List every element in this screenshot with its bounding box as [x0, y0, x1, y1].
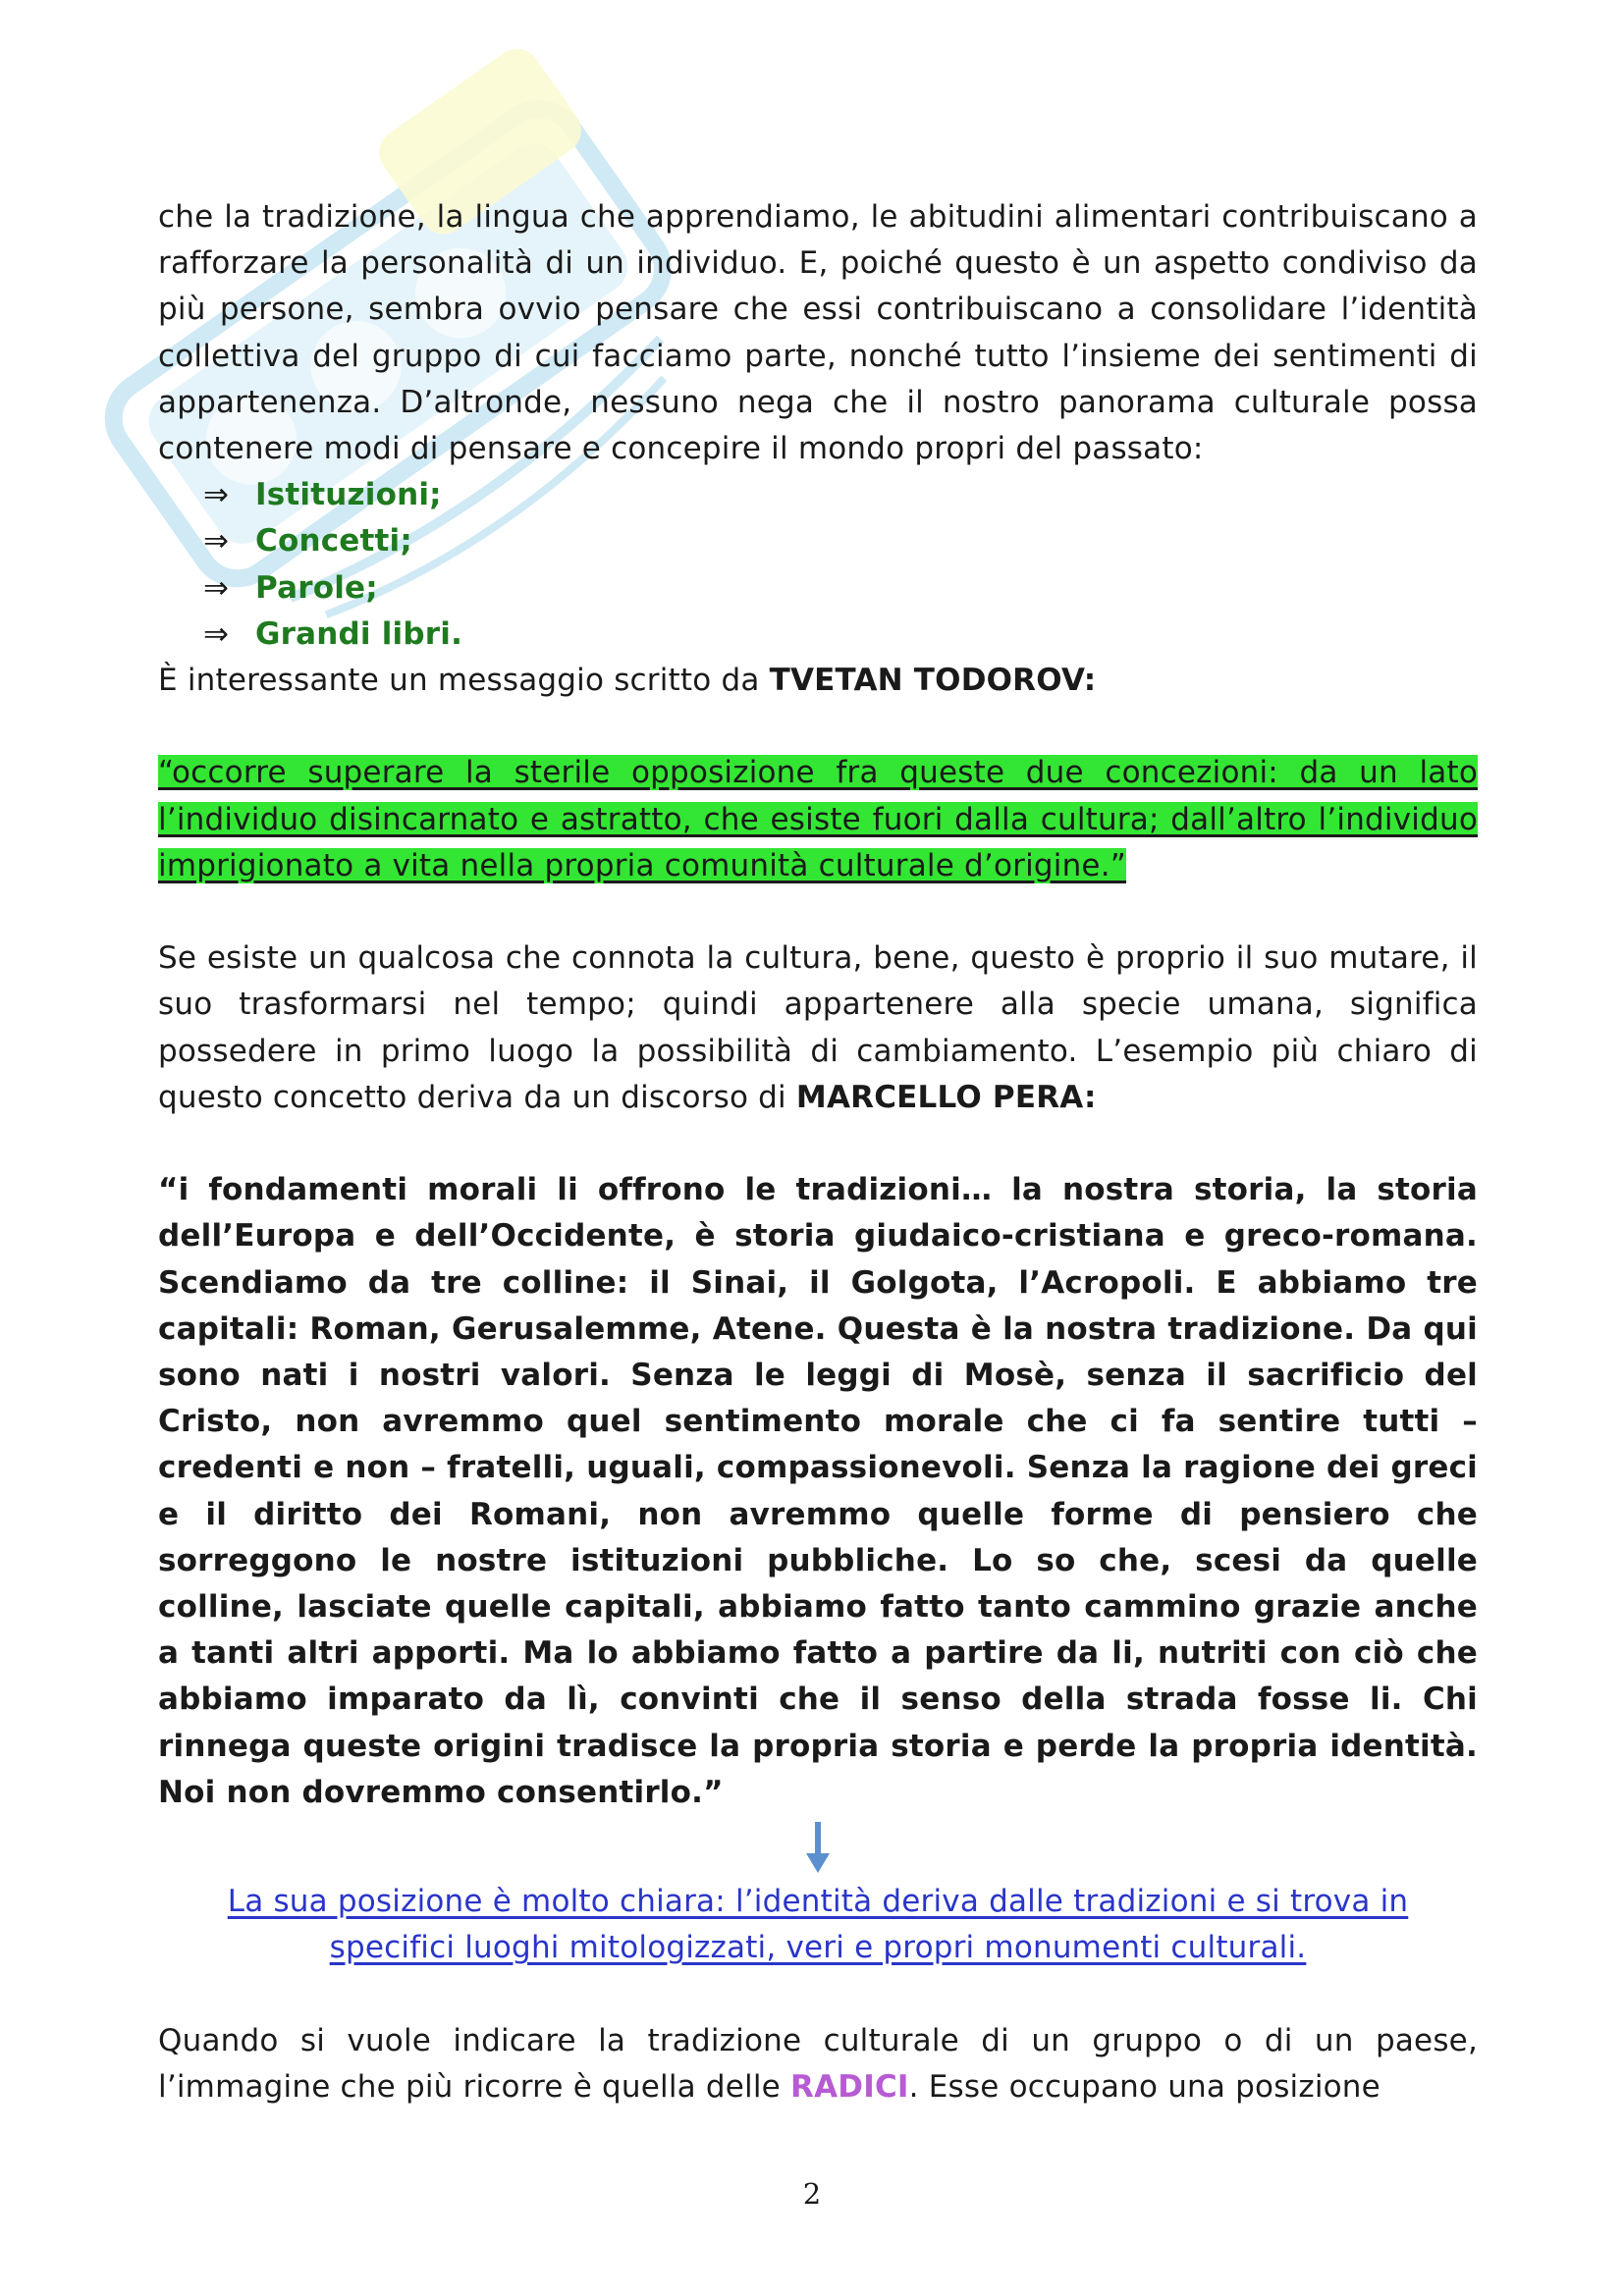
list-item: [203, 612, 1478, 658]
pera-name: MARCELLO PERA:: [795, 1079, 1097, 1115]
document-page: [158, 194, 1478, 2110]
double-arrow-icon: ⇒: [203, 523, 230, 560]
double-arrow-icon: ⇒: [203, 569, 230, 606]
todorov-intro: [158, 658, 1478, 704]
list-item-label: Istituzioni;: [255, 477, 442, 513]
list-item-label: Parole;: [255, 569, 378, 606]
radici-paragraph: [158, 2018, 1478, 2110]
list-item-label: Grandi libri.: [255, 615, 463, 652]
radici-paragraph-start: Quando si vuole indicare la tradizione culturale di un gruppo o di un paese, l’immagine che più ricorre è quella delle: [158, 2022, 1478, 2105]
down-arrow-icon: [158, 1820, 1478, 1879]
pera-quote: “i fondamenti morali li offrono le tradizioni… la nostra storia, la storia dell’Europa e dell’Occidente, è storia giudaico-cristiana e greco-romana. Scendiamo da tre colline: il Sinai, il Golgota, l’Acropoli. E abbiamo tre capitali: Roman, Gerusalemme, Atene. Questa è la nostra tradizione. Da qui sono nati i nostri valori. Senza le leggi di Mosè, senza il sacrificio del Cristo, non avremmo quel sentimento morale che ci fa sentire tutti – credenti e non – fratelli, uguali, compassionevoli. Senza la ragione dei greci e il diritto dei Romani, non avremmo quelle forme di pensiero che sorreggono le nostre istituzioni pubbliche. Lo so che, scesi da quelle colline, lasciate quelle capitali, abbiamo fatto tanto cammino grazie anche a tanti altri apporti. Ma lo abbiamo fatto a partire da li, nutriti con ciò che abbiamo imparato da lì, convinti che il senso della strada fosse li. Chi rinnega queste origini tradisce la propria storia e perde la propria identità. Noi non dovremmo consentirlo.”: [158, 1172, 1478, 1810]
double-arrow-icon: ⇒: [203, 615, 230, 652]
todorov-quote: [158, 750, 1478, 889]
list-item: [203, 472, 1478, 518]
intro-paragraph: che la tradizione, la lingua che apprendiamo, le abitudini alimentari contribuiscano a rafforzare la personalità di un individuo. E, poiché questo è un aspetto condiviso da più persone, sembra ovvio pensare che essi contribuiscano a consolidare l’identità collettiva del gruppo di cui facciamo parte, nonché tutto l’insieme dei sentimenti di appartenenza. D’altronde, nessuno nega che il nostro panorama culturale possa contenere modi di pensare e concepire il mondo propri del passato:: [158, 199, 1478, 467]
conclusion-statement: La sua posizione è molto chiara: l’identità deriva dalle tradizioni e si trova in specifici luoghi mitologizzati, veri e propri monumenti culturali.: [227, 1884, 1409, 1966]
radici-keyword: RADICI: [790, 2068, 909, 2105]
list-item: [203, 565, 1478, 612]
double-arrow-icon: ⇒: [203, 477, 230, 513]
culture-paragraph-text: Se esiste un qualcosa che connota la cultura, bene, questo è proprio il suo mutare, il suo trasformarsi nel tempo; quindi appartenere alla specie umana, significa possedere in primo luogo la possibilità di cambiamento. L’esempio più chiaro di questo concetto deriva da un discorso di: [158, 940, 1478, 1115]
todorov-name: TVETAN TODOROV:: [769, 663, 1097, 699]
page-number: 2: [802, 2177, 822, 2211]
list-item: [203, 518, 1478, 564]
todorov-quote-text: “occorre superare la sterile opposizione fra queste due concezioni: da un lato l’individuo disincarnato e astratto, che esiste fuori dalla cultura; dall’altro l’individuo imprigionato a vita nella propria comunità culturale d’origine.”: [158, 755, 1478, 883]
concept-list: [158, 472, 1478, 658]
list-item-label: Concetti;: [255, 523, 412, 560]
culture-paragraph: [158, 935, 1478, 1121]
radici-paragraph-end: . Esse occupano una posizione: [908, 2068, 1380, 2105]
todorov-intro-text: È interessante un messaggio scritto da: [158, 663, 770, 699]
